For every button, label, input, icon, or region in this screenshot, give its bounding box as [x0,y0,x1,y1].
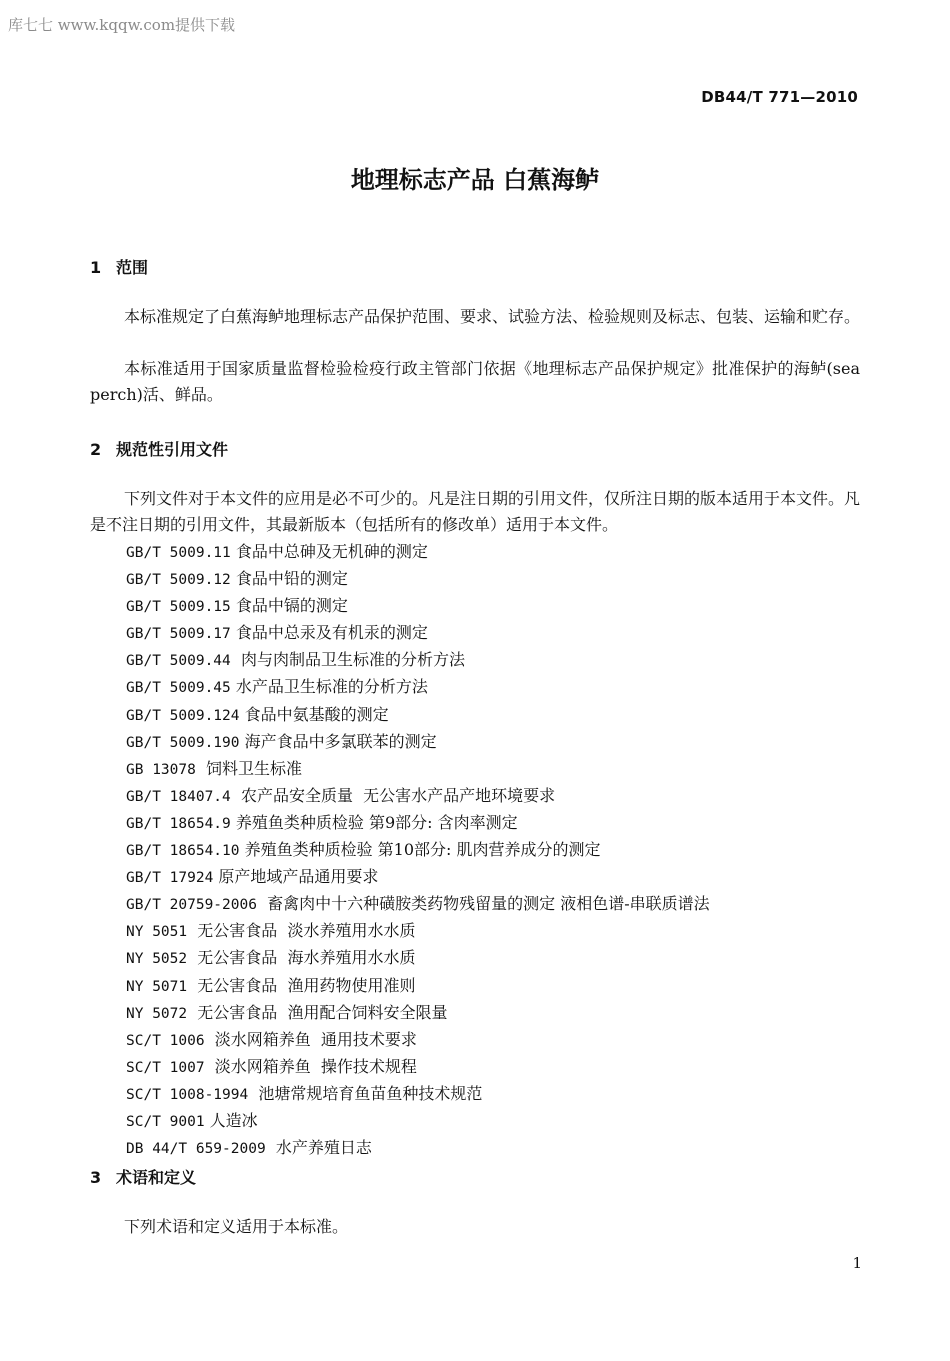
page-number: 1 [852,1254,862,1272]
section-3-intro: 下列术语和定义适用于本标准。 [124,1217,349,1236]
section-1-paragraph-1: 本标准规定了白蕉海鲈地理标志产品保护范围、要求、试验方法、检验规则及标志、包装、运输和贮存。 [124,307,861,326]
section-number: 1 [90,258,102,277]
reference-code: SC/T 9001 [126,1113,205,1130]
reference-item [126,674,710,701]
reference-code: GB/T 5009.45 [126,680,231,697]
reference-item [126,864,710,891]
reference-item [126,918,710,945]
reference-title: 淡水网箱养鱼 操作技术规程 [204,1056,417,1076]
section-number: 3 [90,1168,102,1187]
reference-item [126,593,710,620]
reference-item [126,1081,710,1108]
reference-code: DB 44/T 659-2009 [126,1141,266,1158]
reference-code: GB/T 5009.11 [126,545,231,561]
reference-item [126,566,710,593]
reference-code: GB/T 17924 [126,870,214,887]
reference-item [126,810,710,837]
standard-number: DB44/T 771—2010 [701,88,858,106]
reference-title: 食品中总砷及无机砷的测定 [230,542,428,561]
reference-item [126,702,710,729]
reference-code: NY 5052 [126,951,188,968]
reference-code: GB/T 18654.9 [126,815,231,832]
reference-item [126,620,710,647]
reference-item [126,1000,710,1027]
document-title: 地理标志产品 白蕉海鲈 [350,166,600,194]
reference-code: GB/T 18407.4 [126,788,231,805]
reference-item [126,973,710,1000]
reference-title: 畜禽肉中十六种磺胺类药物残留量的测定 液相色谱-串联质谱法 [256,894,710,914]
section-title: 范围 [116,258,149,277]
reference-code: GB/T 18654.10 [126,843,240,860]
reference-title: 农产品安全质量 无公害水产品产地环境要求 [230,785,556,805]
reference-title: 原产地域产品通用要求 [213,867,379,887]
reference-item [126,756,710,783]
reference-code: GB/T 5009.124 [126,707,240,724]
reference-title: 无公害食品 海水养殖用水水质 [187,948,416,968]
reference-item [126,647,710,674]
reference-item [126,1027,710,1054]
reference-item [126,1054,710,1081]
reference-code: SC/T 1007 [126,1059,205,1076]
reference-item [126,783,710,810]
reference-title: 食品中总汞及有机汞的测定 [230,623,428,643]
reference-title: 食品中铅的测定 [230,569,348,589]
section-1-heading [90,255,148,278]
section-number: 2 [90,440,102,459]
reference-item [126,945,710,972]
reference-code: NY 5051 [126,924,188,941]
reference-title: 养殖鱼类种质检验 第10部分: 肌肉营养成分的测定 [239,840,601,860]
reference-code: GB/T 5009.17 [126,626,231,643]
reference-code: GB/T 5009.190 [126,734,240,751]
reference-item [126,1135,710,1162]
reference-title: 池塘常规培育鱼苗鱼种技术规范 [248,1083,483,1103]
reference-code: GB/T 5009.12 [126,572,231,589]
reference-title: 人造冰 [204,1110,258,1130]
reference-title: 海产食品中多氯联苯的测定 [239,731,437,751]
reference-title: 食品中氨基酸的测定 [239,704,389,724]
section-2-heading [90,437,228,460]
reference-code: GB/T 5009.44 [126,653,231,670]
reference-item [126,891,710,918]
watermark: 库七七 www.kqqw.com提供下载 [8,16,236,34]
reference-item [126,837,710,864]
reference-title: 淡水网箱养鱼 通用技术要求 [204,1029,417,1049]
reference-list [126,539,710,1162]
section-1-paragraph-2: 本标准适用于国家质量监督检验检疫行政主管部门依据《地理标志产品保护规定》批准保护的海鲈(sea perch)活、鲜品。 [90,359,860,404]
section-3-heading [90,1165,196,1188]
section-title: 术语和定义 [116,1168,197,1187]
reference-code: SC/T 1008-1994 [126,1086,249,1103]
reference-title: 无公害食品 渔用药物使用准则 [187,975,416,995]
reference-title: 食品中镉的测定 [230,596,348,616]
reference-code: NY 5072 [126,1005,188,1022]
reference-code: GB 13078 [126,761,196,778]
reference-item [126,1108,710,1135]
reference-title: 饲料卫生标准 [195,758,303,778]
reference-item [126,539,710,566]
reference-code: GB/T 20759-2006 [126,897,257,914]
reference-title: 水产品卫生标准的分析方法 [230,677,428,697]
section-2-intro: 下列文件对于本文件的应用是必不可少的。凡是注日期的引用文件，仅所注日期的版本适用于本文件。凡是不注日期的引用文件，其最新版本（包括所有的修改单）适用于本文件。 [90,489,861,534]
reference-code: GB/T 5009.15 [126,599,231,616]
reference-title: 水产养殖日志 [265,1138,372,1158]
reference-title: 无公害食品 淡水养殖用水水质 [187,921,416,941]
reference-item [126,729,710,756]
reference-title: 肉与肉制品卫生标准的分析方法 [230,650,465,670]
reference-code: SC/T 1006 [126,1032,205,1049]
section-title: 规范性引用文件 [116,440,229,459]
reference-code: NY 5071 [126,978,188,995]
reference-title: 养殖鱼类种质检验 第9部分: 含肉率测定 [230,812,518,832]
reference-title: 无公害食品 渔用配合饲料安全限量 [187,1002,448,1022]
